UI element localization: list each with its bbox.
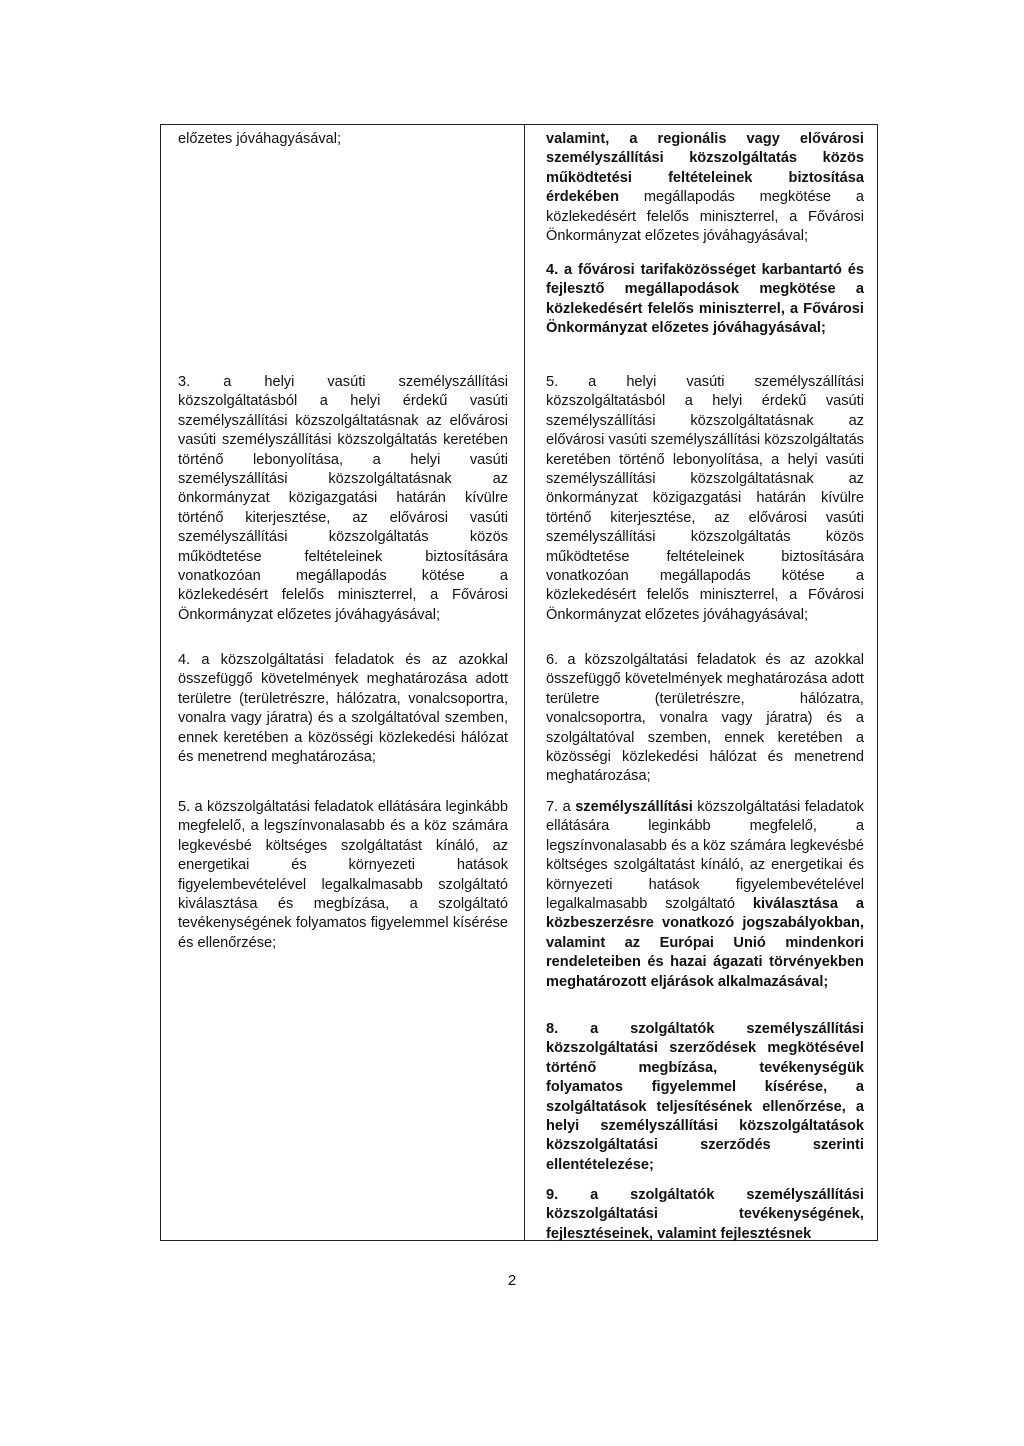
right-p7-number: 7. a <box>545 799 576 815</box>
right-p7-text: közszolgáltatási feladatok ellátására leginkább megfelelő, a legszínvonalasabb és a köz számára legkevésbé költséges szolgáltatást kínáló, az energetikai és környezeti hatások figyelembevételével legalkalmasabb szolgáltató <box>545 799 864 913</box>
right-paragraph-8: 8. a szolgáltatók személyszállítási közszolgáltatási szerződések megkötésével történő megbízása, tevékenységük folyamatos figyelemmel kísérése, a szolgáltatások teljesítésének ellenőrzése, a helyi személyszállítási közszolgáltatások közszolgáltatási szerződés szerinti ellentételezése; <box>545 1021 864 1173</box>
left-paragraph-3: 3. a helyi vasúti személyszállítási közszolgáltatásból a helyi érdekű vasúti személyszállítási közszolgáltatásnak az elővárosi vasúti személyszállítási közszolgáltatás keretében történő lebonyolítása, a helyi vasúti személyszállítási közszolgáltatásnak az önkormányzat közigazgatási határán kívülre történő kiterjesztése, az elővárosi vasúti személyszállítási közszolgáltatás közös működtetése feltételeinek biztosítására vonatkozóan megállapodás kötése a közlekedésért felelős miniszterrel, a Fővárosi Önkormányzat előzetes jóváhagyásával; <box>178 374 508 623</box>
left-paragraph-continuation: előzetes jóváhagyásával; <box>178 131 342 147</box>
left-paragraph-4: 4. a közszolgáltatási feladatok és az azokkal összefüggő követelmények meghatározása adott területre (területrészre, hálózatra, vonalcsoportra, vonalra vagy járatra) és a szolgáltatóval szemben, ennek keretében a közösségi közlekedési hálózat és menetrend meghatározása; <box>178 652 508 766</box>
right-column <box>525 125 877 1240</box>
right-paragraph-continuation <box>546 130 864 246</box>
right-paragraph-5: 5. a helyi vasúti személyszállítási közszolgáltatásból a helyi érdekű vasúti személyszállítási közszolgáltatásnak az elővárosi vasúti személyszállítási közszolgáltatás keretében történő lebonyolítása, a helyi vasúti személyszállítási közszolgáltatásnak az önkormányzat közigazgatási határán kívülre történő kiterjesztése, az elővárosi vasúti személyszállítási közszolgáltatás közös működtetése feltételeinek biztosítására vonatkozóan megállapodás kötése a közlekedésért felelős miniszterrel, a Fővárosi Önkormányzat előzetes jóváhagyásával; <box>545 374 864 623</box>
right-continuation-bold: valamint, a regionális vagy elővárosi személyszállítási közszolgáltatás közös működtetési feltételeinek biztosítása érdekében <box>545 131 864 206</box>
left-column <box>161 125 525 1240</box>
right-paragraph-6: 6. a közszolgáltatási feladatok és az azokkal összefüggő követelmények meghatározása adott területre (területrészre, hálózatra, vonalcsoportra, vonalra vagy járatra) és a szolgáltatóval szemben, ennek keretében a közösségi közlekedési hálózat és menetrend meghatározása; <box>545 652 864 785</box>
right-paragraph-9: 9. a szolgáltatók személyszállítási közszolgáltatási tevékenységének, fejlesztéseinek, valamint fejlesztésnek <box>545 1187 864 1242</box>
right-paragraph-7 <box>546 798 864 992</box>
right-p7-bold-tail: kiválasztása a közbeszerzésre vonatkozó jogszabályokban, valamint az Európai Unió mindenkori rendeleteiben és hazai ágazati törvényekben meghatározott eljárások alkalmazásával; <box>545 896 864 990</box>
page-number: 2 <box>507 1272 517 1289</box>
right-p7-bold-term: személyszállítási <box>575 799 693 815</box>
left-paragraph-5: 5. a közszolgáltatási feladatok ellátására leginkább megfelelő, a legszínvonalasabb és a köz számára legkevésbé költséges szolgáltatást kínáló, az energetikai és környezeti hatások figyelembevételével legalkalmasabb szolgáltató kiválasztása és megbízása, a szolgáltató tevékenységének folyamatos figyelemmel kísérése és ellenőrzése; <box>178 799 508 951</box>
right-paragraph-4: 4. a fővárosi tarifaközösséget karbantartó és fejlesztő megállapodások megkötése a közlekedésért felelős miniszterrel, a Fővárosi Önkormányzat előzetes jóváhagyásával; <box>545 262 864 337</box>
right-continuation-text: megállapodás megkötése a közlekedésért felelős miniszterrel, a Fővárosi Önkormányzat előzetes jóváhagyásával; <box>545 189 864 245</box>
comparison-table <box>160 124 878 1241</box>
